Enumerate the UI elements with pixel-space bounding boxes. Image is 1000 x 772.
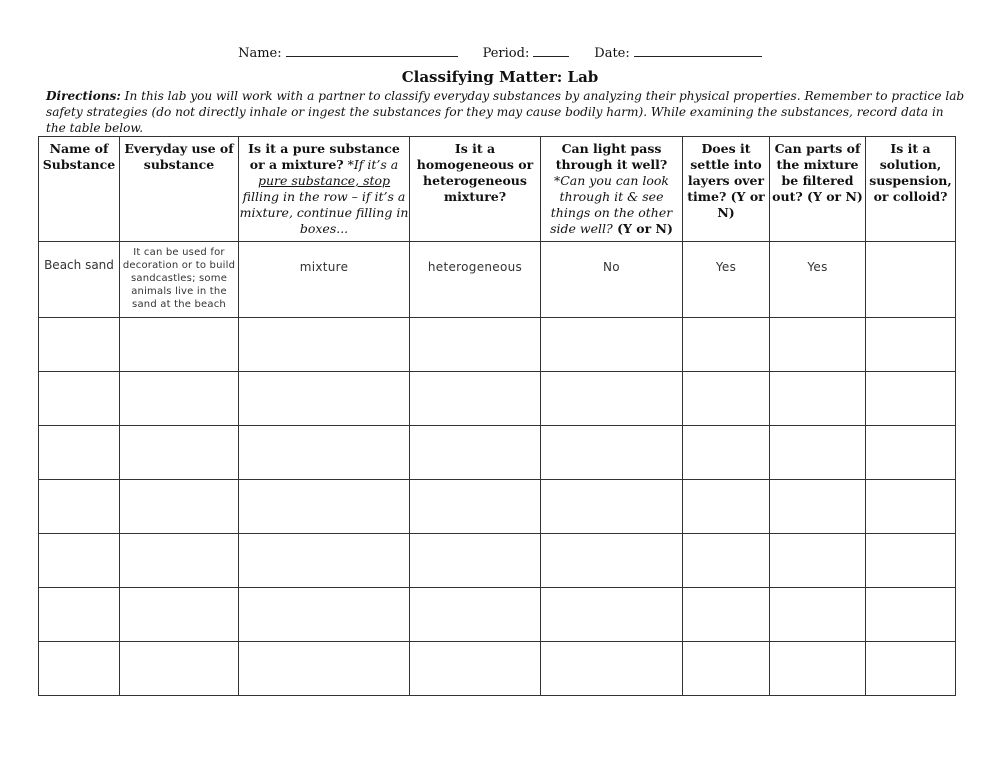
cell-settle[interactable]: Yes: [683, 242, 770, 318]
cell-type[interactable]: [866, 534, 956, 588]
cell-settle[interactable]: [683, 372, 770, 426]
header-light-pass-main: Can light pass through it well?: [555, 141, 668, 172]
header-name-of-substance: Name of Substance: [39, 137, 120, 242]
directions-label: Directions:: [46, 89, 121, 103]
cell-pure-or-mixture[interactable]: [239, 642, 410, 696]
cell-filtered[interactable]: [770, 318, 866, 372]
cell-use[interactable]: [120, 426, 239, 480]
cell-settle[interactable]: [683, 480, 770, 534]
table-row: [39, 588, 956, 642]
cell-settle[interactable]: [683, 588, 770, 642]
date-label: Date:: [594, 46, 630, 61]
cell-homo-hetero[interactable]: [410, 318, 541, 372]
cell-homo-hetero[interactable]: heterogeneous: [410, 242, 541, 318]
page-title: Classifying Matter: Lab: [401, 68, 599, 86]
cell-type[interactable]: [866, 642, 956, 696]
table-header-row: [39, 137, 956, 242]
header-light-pass-note: *Can you can look through it & see things on the other side well?: [550, 173, 673, 236]
cell-settle[interactable]: [683, 642, 770, 696]
cell-homo-hetero[interactable]: [410, 480, 541, 534]
cell-filtered[interactable]: [770, 588, 866, 642]
cell-light-pass[interactable]: [541, 372, 683, 426]
cell-homo-hetero[interactable]: [410, 588, 541, 642]
cell-light-pass[interactable]: [541, 426, 683, 480]
header-pure-or-mixture-main: Is it a pure substance or a mixture?: [248, 141, 400, 172]
cell-light-pass[interactable]: No: [541, 242, 683, 318]
cell-filtered[interactable]: [770, 426, 866, 480]
cell-light-pass[interactable]: [541, 642, 683, 696]
cell-type[interactable]: [866, 242, 956, 318]
cell-use[interactable]: [120, 588, 239, 642]
directions-text: In this lab you will work with a partner to classify everyday substances by analyzing their physical properties. Remember to practice lab safety strategies (do not directly inhale or ingest the substances for they may cause bodily harm). While examining the substances, record data in the table below.: [46, 89, 965, 135]
cell-filtered[interactable]: [770, 372, 866, 426]
header-everyday-use: Everyday use of substance: [120, 137, 239, 242]
cell-use[interactable]: [120, 372, 239, 426]
header-pure-or-mixture: [239, 137, 410, 242]
cell-light-pass[interactable]: [541, 480, 683, 534]
cell-light-pass[interactable]: [541, 534, 683, 588]
cell-use[interactable]: [120, 534, 239, 588]
header-light-pass-yn: (Y or N): [612, 221, 673, 236]
directions: [46, 88, 966, 136]
cell-pure-or-mixture[interactable]: [239, 480, 410, 534]
cell-use[interactable]: [120, 642, 239, 696]
table-row: [39, 480, 956, 534]
cell-settle[interactable]: [683, 426, 770, 480]
cell-homo-hetero[interactable]: [410, 372, 541, 426]
header-light-pass: [541, 137, 683, 242]
cell-pure-or-mixture[interactable]: [239, 318, 410, 372]
table-row: [39, 426, 956, 480]
cell-name[interactable]: [39, 372, 120, 426]
period-blank[interactable]: [533, 44, 569, 57]
cell-name[interactable]: [39, 588, 120, 642]
cell-name[interactable]: [39, 480, 120, 534]
header-solution-type: Is it a solution, suspension, or colloid?: [866, 137, 956, 242]
name-blank[interactable]: [286, 44, 458, 57]
header-filtered-out: Can parts of the mixture be filtered out? (Y or N): [770, 137, 866, 242]
header-homogeneous-heterogeneous: Is it a homogeneous or heterogeneous mixture?: [410, 137, 541, 242]
cell-name[interactable]: [39, 318, 120, 372]
cell-filtered[interactable]: [770, 534, 866, 588]
cell-name[interactable]: Beach sand: [39, 242, 120, 318]
table-row: [39, 318, 956, 372]
cell-light-pass[interactable]: [541, 318, 683, 372]
cell-settle[interactable]: [683, 534, 770, 588]
table-row: [39, 642, 956, 696]
cell-settle[interactable]: [683, 318, 770, 372]
cell-type[interactable]: [866, 480, 956, 534]
cell-use[interactable]: [120, 480, 239, 534]
cell-name[interactable]: [39, 426, 120, 480]
header-pure-note-underlined: pure substance, stop: [257, 173, 391, 188]
cell-type[interactable]: [866, 426, 956, 480]
cell-filtered[interactable]: [770, 480, 866, 534]
cell-pure-or-mixture[interactable]: [239, 372, 410, 426]
cell-light-pass[interactable]: [541, 588, 683, 642]
student-info-line: [0, 44, 1000, 61]
cell-use[interactable]: It can be used for decoration or to build sandcastles; some animals live in the sand at the beach: [120, 242, 239, 318]
cell-homo-hetero[interactable]: [410, 642, 541, 696]
cell-pure-or-mixture[interactable]: [239, 426, 410, 480]
cell-filtered[interactable]: [770, 642, 866, 696]
table-row: [39, 534, 956, 588]
cell-homo-hetero[interactable]: [410, 534, 541, 588]
table-row: [39, 242, 956, 318]
cell-pure-or-mixture[interactable]: [239, 588, 410, 642]
header-pure-note-b: filling in the row – if it’s a mixture, continue filling in boxes...: [239, 189, 409, 236]
header-settle-layers: Does it settle into layers over time? (Y or N): [683, 137, 770, 242]
date-blank[interactable]: [634, 44, 762, 57]
header-pure-note-a: *If it’s a: [343, 157, 399, 172]
cell-type[interactable]: [866, 588, 956, 642]
cell-name[interactable]: [39, 642, 120, 696]
cell-type[interactable]: [866, 318, 956, 372]
cell-pure-or-mixture[interactable]: [239, 534, 410, 588]
period-label: Period:: [482, 46, 530, 61]
name-label: Name:: [238, 46, 282, 61]
classification-table: [38, 136, 956, 696]
cell-type[interactable]: [866, 372, 956, 426]
table-row: [39, 372, 956, 426]
cell-name[interactable]: [39, 534, 120, 588]
cell-filtered[interactable]: Yes: [770, 242, 866, 318]
cell-homo-hetero[interactable]: [410, 426, 541, 480]
cell-pure-or-mixture[interactable]: mixture: [239, 242, 410, 318]
table-body: [39, 242, 956, 696]
cell-use[interactable]: [120, 318, 239, 372]
